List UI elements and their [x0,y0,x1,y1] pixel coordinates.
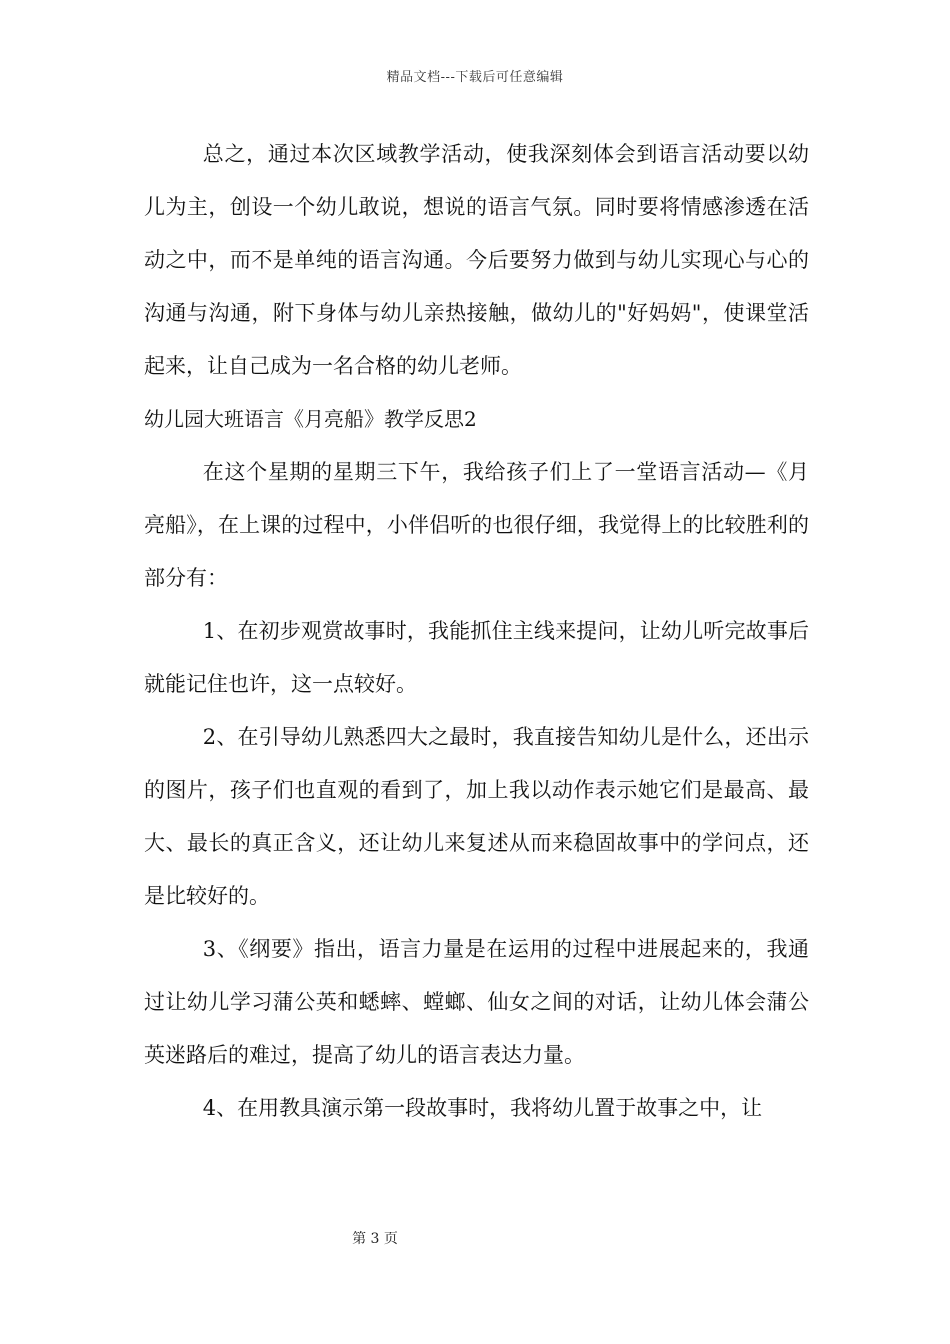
paragraph-intro: 在这个星期的星期三下午，我给孩子们上了一堂语言活动—《月亮船》，在上课的过程中，小伴侣听的也很仔细，我觉得上的比较胜利的部分有： [144,460,809,590]
page-number: 第 3 页 [352,1231,398,1247]
section-heading: 幼儿园大班语言《月亮船》教学反思2 [144,407,477,431]
paragraph-point-1: 1、在初步观赏故事时，我能抓住主线来提问，让幼儿听完故事后就能记住也许，这一点较好。 [144,619,809,696]
paragraph-point-2: 2、在引导幼儿熟悉四大之最时，我直接告知幼儿是什么，还出示的图片，孩子们也直观的看到了，加上我以动作表示她它们是最高、最大、最长的真正含义，还让幼儿来复述从而来稳固故事中的学问点，还是比较好的。 [144,725,809,908]
paragraph-point-3: 3、《纲要》指出，语言力量是在运用的过程中进展起来的，我通过让幼儿学习蒲公英和蟋蟀、螳螂、仙女之间的对话，让幼儿体会蒲公英迷路后的难过，提高了幼儿的语言表达力量。 [144,937,809,1067]
paragraph-point-4: 4、在用教具演示第一段故事时，我将幼儿置于故事之中，让 [202,1096,763,1120]
document-body [144,128,809,1135]
page-header: 精品文档---下载后可任意编辑 [386,70,564,85]
paragraph-summary: 总之，通过本次区域教学活动，使我深刻体会到语言活动要以幼儿为主，创设一个幼儿敢说，想说的语言气氛。同时要将情感渗透在活动之中，而不是单纯的语言沟通。今后要努力做到与幼儿实现心与心的沟通与沟通，附下身体与幼儿亲热接触，做幼儿的"好妈妈"，使课堂活起来，让自己成为一名合格的幼儿老师。 [144,142,809,378]
